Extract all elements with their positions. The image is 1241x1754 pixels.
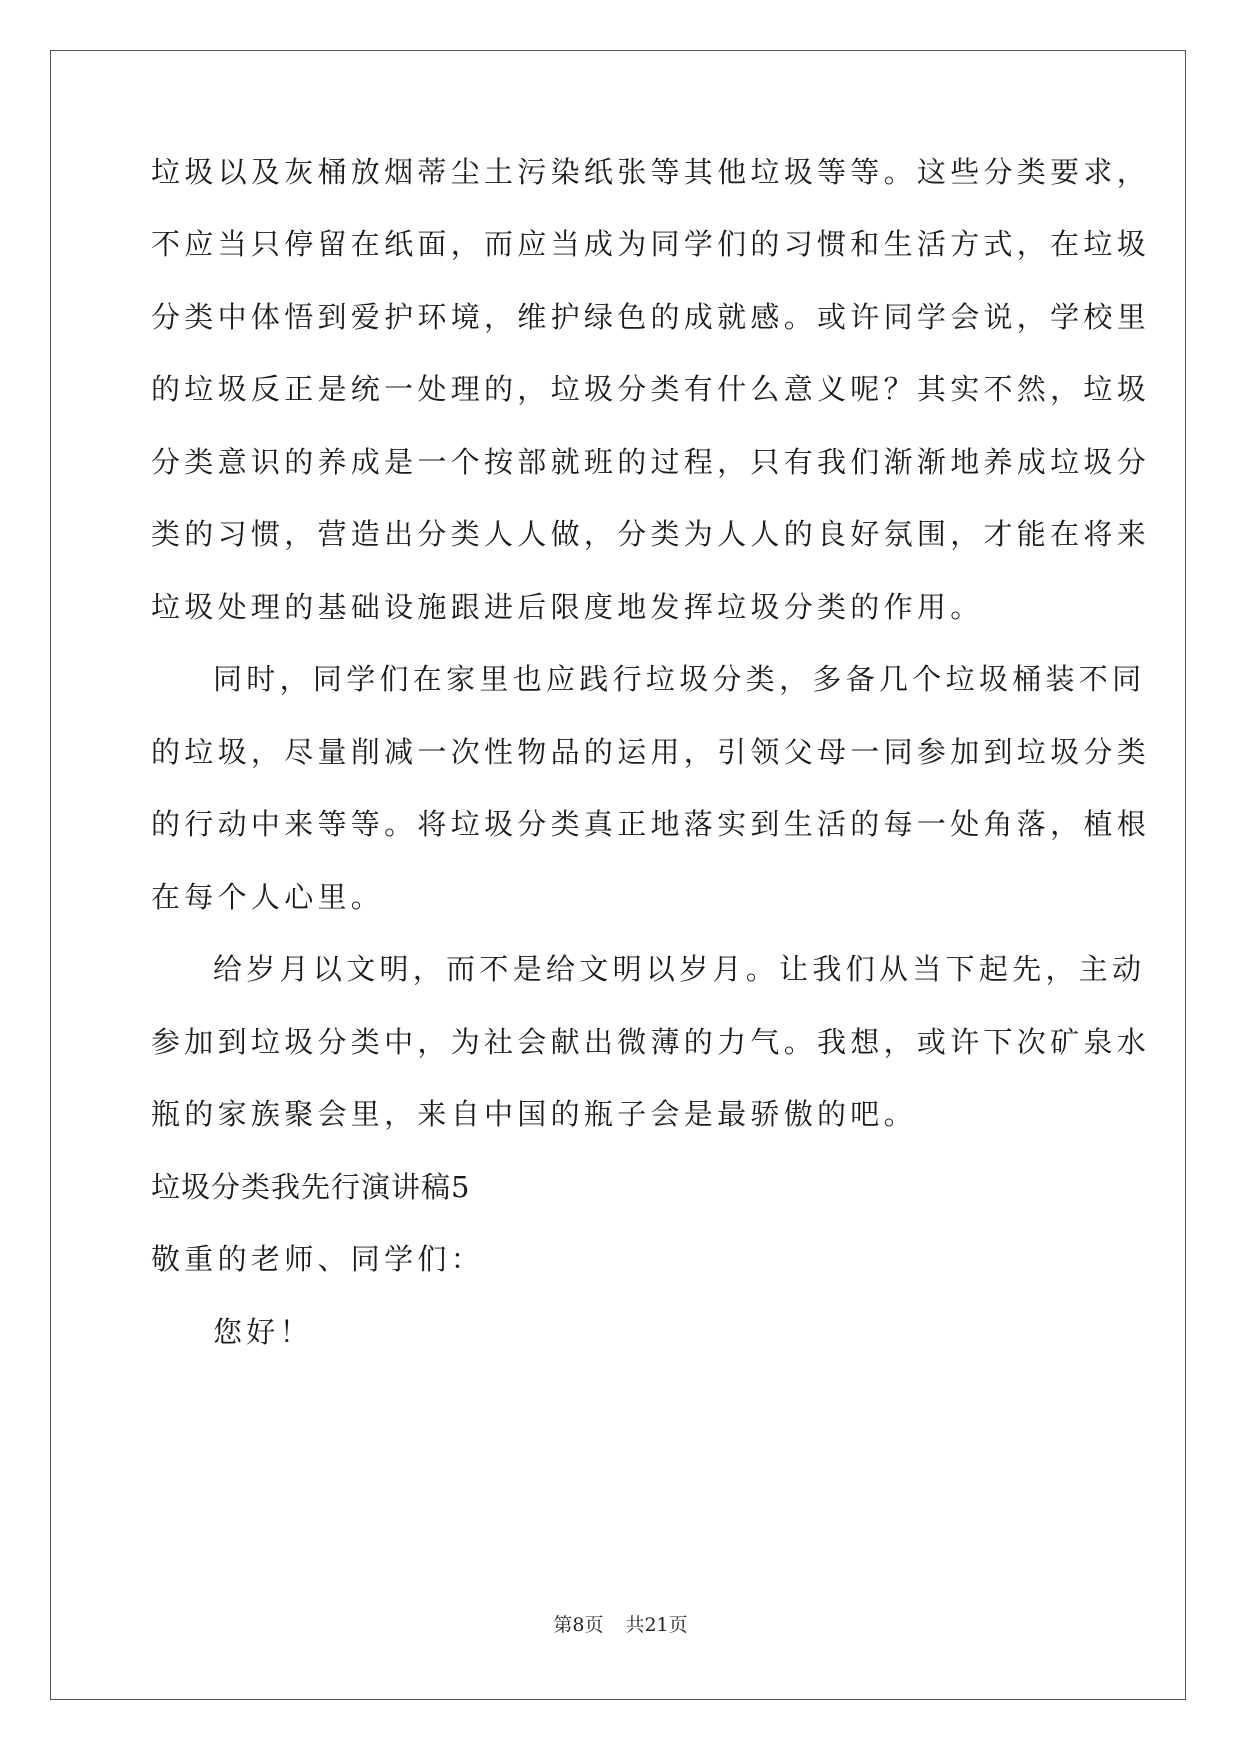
text-line: 类的习惯，营造出分类人人做，分类为人人的良好氛围，才能在将来 xyxy=(151,517,1151,551)
text-line: 的垃圾，尽量削减一次性物品的运用，引领父母一同参加到垃圾分类 xyxy=(151,735,1151,769)
text-line: 参加到垃圾分类中，为社会献出微薄的力气。我想，或许下次矿泉水 xyxy=(151,1025,1151,1059)
paragraph-start-line: 给岁月以文明，而不是给文明以岁月。让我们从当下起先，主动 xyxy=(213,952,1146,986)
page-footer xyxy=(0,1613,1241,1637)
text-line: 分类意识的养成是一个按部就班的过程，只有我们渐渐地养成垃圾分 xyxy=(151,445,1151,479)
salutation: 敬重的老师、同学们： xyxy=(151,1242,485,1276)
page-number: 第8页 xyxy=(553,1614,604,1636)
text-line: 分类中体悟到爱护环境，维护绿色的成就感。或许同学会说，学校里 xyxy=(151,300,1151,334)
text-line: 在每个人心里。 xyxy=(151,880,385,914)
text-line: 不应当只停留在纸面，而应当成为同学们的习惯和生活方式，在垃圾 xyxy=(151,227,1151,261)
text-line: 垃圾以及灰桶放烟蒂尘土污染纸张等其他垃圾等等。这些分类要求， xyxy=(151,155,1151,189)
greeting: 您好！ xyxy=(213,1315,313,1349)
text-line: 的行动中来等等。将垃圾分类真正地落实到生活的每一处角落，植根 xyxy=(151,807,1151,841)
text-line: 瓶的家族聚会里，来自中国的瓶子会是最骄傲的吧。 xyxy=(151,1097,917,1131)
text-line: 的垃圾反正是统一处理的，垃圾分类有什么意义呢？其实不然，垃圾 xyxy=(151,372,1151,406)
section-heading: 垃圾分类我先行演讲稿5 xyxy=(151,1170,471,1204)
paragraph-start-line: 同时，同学们在家里也应践行垃圾分类，多备几个垃圾桶装不同 xyxy=(213,662,1146,696)
text-line: 垃圾处理的基础设施跟进后限度地发挥垃圾分类的作用。 xyxy=(151,590,984,624)
page-total: 共21页 xyxy=(625,1614,688,1636)
